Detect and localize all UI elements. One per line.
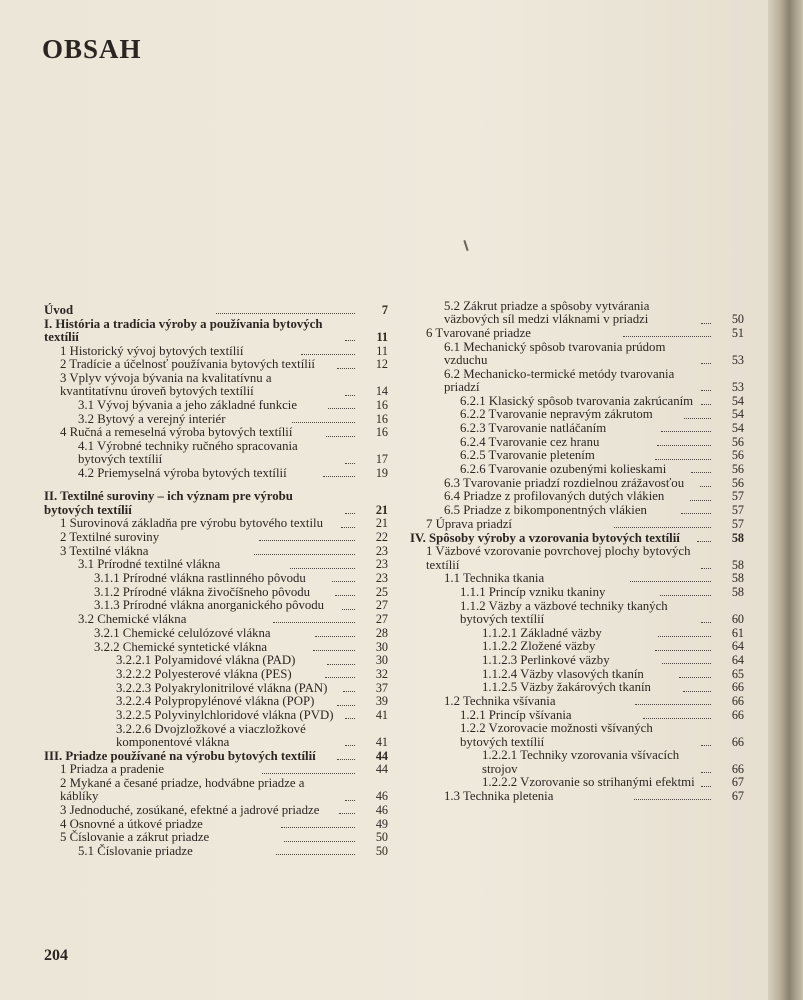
toc-leader-dots bbox=[681, 513, 711, 514]
toc-entry bbox=[44, 372, 388, 399]
toc-entry-title: 6 Tvarované priadze bbox=[426, 325, 531, 340]
toc-entry-page: 56 bbox=[731, 434, 744, 449]
toc-entry-title: 3.2.1 Chemické celulózové vlákna bbox=[94, 625, 271, 640]
toc-leader-dots bbox=[345, 340, 355, 341]
toc-entry-page: 50 bbox=[375, 830, 388, 845]
toc-entry-title: 1 Historický vývoj bytových textílií bbox=[60, 343, 244, 358]
toc-entry bbox=[44, 831, 388, 844]
toc-entry bbox=[44, 613, 388, 626]
toc-entry-page: 41 bbox=[375, 734, 388, 749]
toc-entry bbox=[44, 572, 388, 585]
toc-entry bbox=[410, 709, 744, 722]
toc-entry-title: 3.1.2 Prírodné vlákna živočíšneho pôvodu bbox=[94, 584, 311, 599]
toc-leader-dots bbox=[614, 527, 712, 528]
toc-entry bbox=[410, 545, 744, 572]
toc-entry-page: 64 bbox=[731, 652, 744, 667]
toc-entry-page: 66 bbox=[731, 680, 745, 695]
toc-entry-page: 58 bbox=[731, 530, 744, 545]
toc-leader-dots bbox=[284, 841, 355, 842]
toc-leader-dots bbox=[313, 650, 355, 651]
toc-leader-dots bbox=[679, 677, 711, 678]
toc-entry bbox=[410, 408, 744, 421]
toc-leader-dots bbox=[345, 463, 355, 464]
toc-entry-page: 11 bbox=[376, 329, 388, 344]
toc-leader-dots bbox=[301, 354, 355, 355]
toc-entry-title: 6.2 Mechanicko-termické metódy tvarovania priadzí bbox=[444, 366, 675, 394]
toc-entry-page: 67 bbox=[731, 775, 744, 790]
toc-entry bbox=[410, 436, 744, 449]
toc-entry-page: 46 bbox=[375, 789, 388, 804]
toc-leader-dots bbox=[662, 663, 711, 664]
toc-entry-title: 1.1 Technika tkania bbox=[444, 571, 545, 586]
toc-entry-title: 1.1.2 Väzby a väzbové techniky tkaných bytových textílií bbox=[460, 598, 668, 626]
toc-leader-dots bbox=[701, 786, 711, 787]
toc-leader-dots bbox=[323, 476, 355, 477]
toc-entry bbox=[44, 723, 388, 750]
toc-entry bbox=[44, 490, 388, 517]
toc-entry-page: 56 bbox=[731, 475, 745, 490]
toc-left-column bbox=[44, 304, 388, 859]
toc-leader-dots bbox=[273, 622, 355, 623]
toc-entry-title: Úvod bbox=[44, 303, 74, 317]
toc-entry-title: 6.3 Tvarovanie priadzí rozdielnou zrážavosťou bbox=[444, 475, 685, 490]
toc-entry bbox=[44, 627, 388, 640]
toc-entry bbox=[44, 358, 388, 371]
toc-entry-title: 5.2 Zákrut priadze a spôsoby vytvárania väzbových síl medzi vláknami v priadzi bbox=[444, 299, 650, 327]
toc-entry-title: 6.4 Priadze z profilovaných dutých vlákien bbox=[444, 489, 665, 504]
toc-entry-title: 3.1 Prírodné textilné vlákna bbox=[78, 557, 221, 572]
toc-entry-title: 1 Surovinová základňa pre výrobu bytového textilu bbox=[60, 516, 323, 531]
toc-entry bbox=[410, 368, 744, 395]
toc-leader-dots bbox=[262, 773, 355, 774]
toc-entry-page: 21 bbox=[375, 502, 388, 517]
toc-entry-page: 37 bbox=[375, 680, 388, 695]
toc-leader-dots bbox=[276, 854, 355, 855]
toc-entry-title: 7 Úprava priadzí bbox=[426, 516, 512, 531]
toc-entry-title: 1.3 Technika pletenia bbox=[444, 789, 554, 804]
toc-leader-dots bbox=[337, 705, 355, 706]
toc-entry-page: 22 bbox=[375, 530, 389, 545]
toc-entry-page: 32 bbox=[375, 666, 389, 681]
toc-entry bbox=[410, 477, 744, 490]
toc-entry bbox=[44, 777, 388, 804]
toc-entry-page: 49 bbox=[375, 816, 389, 831]
toc-entry-title: 3.1.3 Prírodné vlákna anorganického pôvodu bbox=[94, 598, 325, 613]
toc-entry bbox=[44, 304, 388, 317]
toc-entry-page: 19 bbox=[375, 466, 388, 481]
toc-entry bbox=[44, 804, 388, 817]
toc-entry bbox=[44, 599, 388, 612]
toc-entry-page: 50 bbox=[375, 844, 389, 859]
toc-entry bbox=[410, 395, 744, 408]
toc-entry bbox=[410, 300, 744, 327]
toc-entry-page: 53 bbox=[731, 379, 744, 394]
toc-entry bbox=[44, 426, 388, 439]
toc-entry-title: 3.2.2.5 Polyvinylchloridové vlákna (PVD) bbox=[116, 707, 334, 722]
toc-entry-title: 3.2.2.4 Polypropylénové vlákna (POP) bbox=[116, 694, 315, 709]
toc-entry-page: 53 bbox=[731, 352, 744, 367]
toc-leader-dots bbox=[655, 459, 711, 460]
toc-entry-page: 66 bbox=[731, 734, 744, 749]
toc-entry-page: 56 bbox=[731, 462, 744, 477]
toc-entry bbox=[410, 449, 744, 462]
toc-leader-dots bbox=[643, 718, 711, 719]
toc-entry-page: 64 bbox=[731, 639, 745, 654]
toc-leader-dots bbox=[259, 540, 355, 541]
toc-entry-page: 46 bbox=[375, 803, 388, 818]
toc-entry-page: 58 bbox=[731, 557, 744, 572]
toc-entry bbox=[410, 681, 744, 694]
toc-entry bbox=[44, 558, 388, 571]
toc-entry-title: 6.1 Mechanický spôsob tvarovania prúdom vzduchu bbox=[444, 339, 666, 367]
toc-entry bbox=[410, 695, 744, 708]
toc-entry bbox=[44, 750, 388, 763]
toc-entry bbox=[44, 586, 388, 599]
toc-entry bbox=[44, 654, 388, 667]
page-number: 204 bbox=[44, 947, 68, 964]
toc-entry-title: 3.1 Vývoj bývania a jeho základné funkcie bbox=[78, 398, 298, 413]
toc-entry bbox=[410, 722, 744, 749]
toc-entry-title: 4 Ručná a remeselná výroba bytových textílií bbox=[60, 425, 293, 440]
toc-entry bbox=[410, 668, 744, 681]
toc-leader-dots bbox=[701, 772, 711, 773]
toc-leader-dots bbox=[634, 799, 711, 800]
toc-leader-dots bbox=[691, 472, 711, 473]
toc-entry-page: 28 bbox=[375, 625, 389, 640]
toc-leader-dots bbox=[701, 622, 711, 623]
toc-entry bbox=[410, 749, 744, 776]
toc-entry-page: 66 bbox=[731, 707, 745, 722]
toc-leader-dots bbox=[701, 390, 711, 391]
toc-entry-page: 57 bbox=[731, 503, 745, 518]
toc-entry-page: 67 bbox=[731, 789, 745, 804]
page-title: OBSAH bbox=[42, 34, 142, 64]
toc-entry-title: 3.2.2.1 Polyamidové vlákna (PAD) bbox=[116, 653, 296, 668]
toc-entry-title: 1 Priadza a pradenie bbox=[60, 762, 165, 777]
toc-entry-title: 1.2 Technika všívania bbox=[444, 693, 556, 708]
toc-entry bbox=[44, 682, 388, 695]
toc-entry bbox=[44, 695, 388, 708]
toc-entry-page: 50 bbox=[731, 312, 744, 327]
toc-leader-dots bbox=[701, 323, 711, 324]
toc-entry-title: 6.2.4 Tvarovanie cez hranu bbox=[460, 434, 600, 449]
toc-entry-title: 3.2 Chemické vlákna bbox=[78, 612, 187, 627]
toc-entry-page: 11 bbox=[376, 343, 388, 358]
toc-entry bbox=[44, 709, 388, 722]
toc-leader-dots bbox=[658, 636, 711, 637]
toc-entry-title: 1.1.2.1 Základné väzby bbox=[482, 625, 602, 640]
toc-leader-dots bbox=[345, 745, 355, 746]
toc-leader-dots bbox=[655, 650, 711, 651]
toc-entry-page: 58 bbox=[731, 571, 744, 586]
toc-entry bbox=[410, 422, 744, 435]
toc-entry-page: 66 bbox=[731, 693, 744, 708]
toc-entry-page: 30 bbox=[375, 653, 389, 668]
toc-leader-dots bbox=[342, 609, 355, 610]
toc-entry bbox=[410, 532, 744, 545]
toc-entry bbox=[44, 399, 388, 412]
toc-leader-dots bbox=[684, 418, 711, 419]
toc-entry-page: 44 bbox=[375, 762, 389, 777]
toc-entry-page: 21 bbox=[375, 516, 388, 531]
toc-leader-dots bbox=[326, 436, 355, 437]
toc-entry-title: 3.2.2 Chemické syntetické vlákna bbox=[94, 639, 268, 654]
toc-entry bbox=[44, 545, 388, 558]
toc-entry-page: 23 bbox=[375, 571, 389, 586]
toc-leader-dots bbox=[630, 581, 711, 582]
toc-entry bbox=[44, 668, 388, 681]
toc-entry-page: 54 bbox=[731, 393, 744, 408]
toc-entry-title: 1.1.1 Princíp vzniku tkaniny bbox=[460, 584, 606, 599]
toc-leader-dots bbox=[700, 486, 711, 487]
toc-leader-dots bbox=[292, 422, 355, 423]
toc-leader-dots bbox=[281, 827, 355, 828]
toc-entry-title: 3 Vplyv vývoja bývania na kvalitatívnu a kvantitatívnu úroveň bytových textílií bbox=[60, 371, 272, 399]
toc-entry-title: 1.2.2.1 Techniky vzorovania všívacích strojov bbox=[482, 748, 680, 776]
toc-entry-page: 66 bbox=[731, 761, 744, 776]
toc-leader-dots bbox=[335, 595, 355, 596]
toc-entry-title: 1.2.1 Princíp všívania bbox=[460, 707, 572, 722]
toc-entry bbox=[410, 790, 744, 803]
toc-entry bbox=[44, 531, 388, 544]
toc-entry bbox=[44, 413, 388, 426]
toc-entry bbox=[410, 586, 744, 599]
toc-entry bbox=[44, 641, 388, 654]
toc-entry bbox=[44, 467, 388, 480]
toc-right-column bbox=[410, 300, 744, 804]
toc-leader-dots bbox=[290, 568, 355, 569]
toc-entry-page: 54 bbox=[731, 421, 745, 436]
toc-entry-title: 2 Tradície a účelnosť používania bytových textílií bbox=[60, 357, 315, 372]
toc-entry-title: III. Priadze používané na výrobu bytových textílií bbox=[44, 748, 316, 763]
toc-entry-page: 14 bbox=[375, 384, 388, 399]
book-gutter bbox=[768, 0, 803, 1000]
toc-leader-dots bbox=[337, 759, 355, 760]
toc-entry bbox=[410, 518, 744, 531]
toc-entry-title: I. História a tradícia výroby a používania bytových textílií bbox=[44, 316, 323, 344]
toc-leader-dots bbox=[345, 718, 355, 719]
toc-entry-page: 41 bbox=[375, 707, 388, 722]
toc-entry-page: 30 bbox=[375, 639, 389, 654]
toc-entry-title: 5.1 Číslovanie priadze bbox=[78, 844, 193, 859]
toc-entry-page: 17 bbox=[375, 452, 388, 467]
toc-entry-title: 1.1.2.2 Zložené väzby bbox=[482, 639, 596, 654]
toc-entry-page: 57 bbox=[731, 516, 744, 531]
toc-entry bbox=[410, 504, 744, 517]
toc-entry bbox=[44, 318, 388, 345]
toc-entry-page: 23 bbox=[375, 557, 388, 572]
toc-entry-page: 25 bbox=[375, 584, 388, 599]
toc-entry-page: 16 bbox=[375, 411, 389, 426]
toc-leader-dots bbox=[661, 431, 711, 432]
toc-entry bbox=[44, 345, 388, 358]
toc-leader-dots bbox=[216, 313, 355, 314]
toc-entry-title: 4 Osnovné a útkové priadze bbox=[60, 816, 203, 831]
toc-entry-title: 3.2.2.6 Dvojzložkové a viaczložkové komponentové vlákna bbox=[116, 721, 306, 749]
toc-entry-title: 3.2 Bytový a verejný interiér bbox=[78, 411, 226, 426]
toc-entry bbox=[44, 517, 388, 530]
toc-leader-dots bbox=[697, 541, 711, 542]
paper-mark bbox=[463, 240, 468, 251]
toc-entry-page: 7 bbox=[381, 303, 388, 317]
toc-entry-page: 16 bbox=[375, 425, 388, 440]
toc-leader-dots bbox=[325, 677, 355, 678]
toc-entry-title: 6.2.3 Tvarovanie natláčaním bbox=[460, 421, 607, 436]
toc-entry-title: 3.2.2.2 Polyesterové vlákna (PES) bbox=[116, 666, 292, 681]
toc-entry-title: 1.2.2 Vzorovacie možnosti všívaných bytových textílií bbox=[460, 721, 653, 749]
toc-entry-title: 6.5 Priadze z bikomponentných vlákien bbox=[444, 503, 647, 518]
toc-leader-dots bbox=[341, 527, 355, 528]
toc-entry-title: IV. Spôsoby výroby a vzorovania bytových textílií bbox=[410, 530, 680, 545]
toc-entry bbox=[44, 440, 388, 467]
toc-entry-title: 6.2.5 Tvarovanie pletením bbox=[460, 448, 595, 463]
toc-entry-page: 51 bbox=[731, 325, 744, 340]
toc-entry-title: 1.1.2.3 Perlinkové väzby bbox=[482, 652, 610, 667]
toc-entry-page: 56 bbox=[731, 448, 744, 463]
toc-entry bbox=[410, 490, 744, 503]
toc-leader-dots bbox=[327, 664, 355, 665]
toc-entry bbox=[410, 627, 744, 640]
toc-entry-title: 6.2.1 Klasický spôsob tvarovania zakrúcaním bbox=[460, 393, 694, 408]
toc-entry-title: 2 Mykané a česané priadze, hodvábne priadze a káblíky bbox=[60, 776, 305, 804]
toc-entry bbox=[410, 341, 744, 368]
toc-entry-page: 12 bbox=[375, 357, 388, 372]
toc-entry-page: 54 bbox=[731, 407, 745, 422]
toc-entry bbox=[44, 763, 388, 776]
toc-leader-dots bbox=[657, 445, 711, 446]
toc-entry-page: 39 bbox=[375, 694, 388, 709]
toc-leader-dots bbox=[339, 813, 355, 814]
toc-entry bbox=[410, 776, 744, 789]
toc-entry-page: 65 bbox=[731, 666, 744, 681]
toc-leader-dots bbox=[315, 636, 355, 637]
toc-entry-title: 3 Jednoduché, zosúkané, efektné a jadrové priadze bbox=[60, 803, 320, 818]
toc-leader-dots bbox=[343, 691, 355, 692]
toc-entry-page: 27 bbox=[375, 598, 388, 613]
toc-entry-page: 58 bbox=[731, 584, 744, 599]
toc-leader-dots bbox=[660, 595, 711, 596]
toc-leader-dots bbox=[701, 745, 711, 746]
toc-leader-dots bbox=[337, 368, 355, 369]
toc-entry bbox=[410, 640, 744, 653]
toc-entry-title: 1.2.2.2 Vzorovanie so strihanými efektmi bbox=[482, 775, 695, 790]
toc-leader-dots bbox=[623, 336, 711, 337]
toc-entry-title: II. Textilné suroviny – ich význam pre výrobu bytových textílií bbox=[44, 489, 293, 517]
toc-entry-title: 4.1 Výrobné techniky ručného spracovania bytových textílií bbox=[78, 439, 298, 467]
toc-entry-page: 57 bbox=[731, 489, 745, 504]
toc-leader-dots bbox=[701, 363, 711, 364]
toc-entry-title: 6.2.2 Tvarovanie nepravým zákrutom bbox=[460, 407, 653, 422]
toc-entry-title: 3.2.2.3 Polyakrylonitrilové vlákna (PAN) bbox=[116, 680, 328, 695]
toc-entry-page: 23 bbox=[375, 543, 388, 558]
toc-entry-title: 3.1.1 Prírodné vlákna rastlinného pôvodu bbox=[94, 571, 306, 586]
toc-entry-page: 16 bbox=[375, 398, 389, 413]
toc-entry-page: 27 bbox=[375, 612, 389, 627]
toc-entry-title: 2 Textilné suroviny bbox=[60, 530, 160, 545]
toc-leader-dots bbox=[635, 704, 711, 705]
toc-entry-title: 4.2 Priemyselná výroba bytových textílií bbox=[78, 466, 287, 481]
toc-entry bbox=[410, 600, 744, 627]
toc-entry bbox=[410, 327, 744, 340]
toc-leader-dots bbox=[345, 513, 355, 514]
toc-leader-dots bbox=[701, 404, 711, 405]
toc-entry bbox=[44, 818, 388, 831]
toc-entry bbox=[410, 463, 744, 476]
toc-entry bbox=[410, 654, 744, 667]
toc-entry bbox=[410, 572, 744, 585]
toc-leader-dots bbox=[683, 691, 711, 692]
toc-entry-title: 5 Číslovanie a zákrut priadze bbox=[60, 830, 210, 845]
toc-entry-title: 6.2.6 Tvarovanie ozubenými kolieskami bbox=[460, 462, 667, 477]
toc-leader-dots bbox=[701, 568, 711, 569]
toc-entry-title: 1.1.2.5 Väzby žakárových tkanín bbox=[482, 680, 651, 695]
toc-leader-dots bbox=[690, 500, 711, 501]
toc-leader-dots bbox=[254, 554, 355, 555]
toc-leader-dots bbox=[345, 800, 355, 801]
toc-entry-page: 60 bbox=[731, 611, 744, 626]
toc-entry-title: 1 Väzbové vzorovanie povrchovej plochy bytových textílií bbox=[426, 544, 691, 572]
toc-leader-dots bbox=[332, 581, 355, 582]
toc-leader-dots bbox=[345, 395, 355, 396]
toc-entry-page: 61 bbox=[731, 625, 745, 640]
toc-entry-title: 3 Textilné vlákna bbox=[60, 543, 149, 558]
toc-entry bbox=[44, 845, 388, 858]
toc-leader-dots bbox=[328, 408, 355, 409]
toc-entry-title: 1.1.2.4 Väzby vlasových tkanín bbox=[482, 666, 644, 681]
toc-entry-page: 44 bbox=[375, 748, 388, 763]
